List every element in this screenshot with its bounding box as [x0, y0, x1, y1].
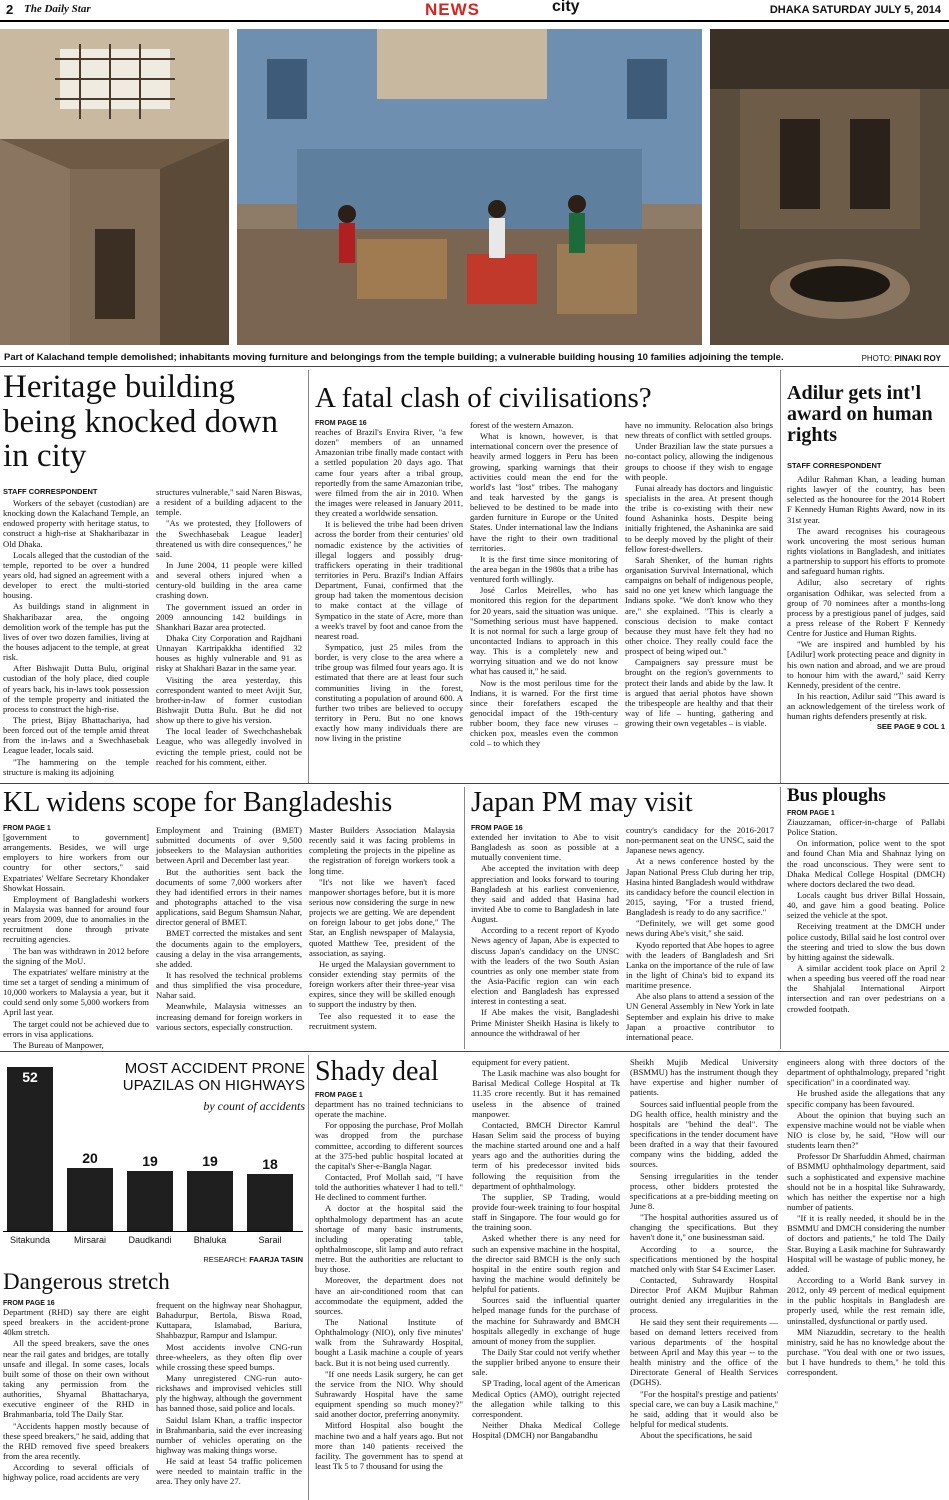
civilisations-col-1: FROM PAGE 16 reaches of Brazil's Envira River, "a few dozen" members of an unnamed Amazonian tribe finally made contact with a settled population 20 days ago. That came four years after a tribal group, reportedly from the same Amazonian tribe, were filmed from the air in 2010. When the images were released in January 2011, they created a worldwide sensation. It is believed the tribe had been driven across the border from their centuries' old nomadic existence by the activities of illegal loggers and possibly drug-traffickers operating in their traditional territories in Peru. Brazil's Indian Affairs Department, Funai, confirmed that the group had taken the momentous decision to make contact at the village of Sympatico in the state of Acre, more than a week's travel by foot and canoe from the nearest road. Sympatico, just 25 miles from the border, is very close to the area where a tribe group was filmed four years ago. It is estimated that there are at least four such communities living in the forest, constituting a population of around 600. A further two tribes are believed to occupy territory in Peru. But no one knows exactly how many individuals there are now living in the pristine [315, 420, 463, 744]
page-header [0, 0, 949, 22]
chart-category-label: Bhaluka [193, 1235, 227, 1245]
shady-headline: Shady deal [315, 1056, 439, 1087]
heritage-col-1: Workers of the sebayet (custodian) are knocking down the Kalachand Temple, an endowed property with heritage status, to construct a high-rise at Shakharibazar in Old Dhaka. Locals alleged that the custodian of the temple, reported to be over a hundred years old, had signed an agreement with a developer to erect the multi-storied housing. As buildings stand in alignment in Shakharibazar area, the ongoing demolition work of the temple has put the lives of over two dozen families, living at the houses adjacent to the temple, at great risk. After Bishwajit Dutta Bulu, original custodian of the holy place, died couple of years back, his in-laws took possession of the temple property and initiated the process to construct the high-rise. The priest, Bijay Bhattachariya, had been forced out of the temple amid threat from the in-laws and a Swechhasebak League leader, locals said. "The hammering on the temple structure is making its adjoining [3, 498, 149, 777]
dangerous-col-2: frequent on the highway near Shohagpur, Bahadurpur, Bertola, Biswa Road, Kuttapara, Islamabad, Bariura, Shahbazpur, Rampur and Islampur. Most accidents involve CNG-run three-wheelers, as they often flip over while crossing these speed bumps. Many unregistered CNG-run auto-rickshaws and improvised vehicles still ply the highway, although the government has banned those, said police and locals. Saidul Islam Khan, a traffic inspector in Brahmanbaria, said the ever increasing number of vehicles operating on the highway was making things worse. He said at least 54 traffic policemen were needed to maintain traffic in the area. They only have 27. [156, 1300, 302, 1487]
shady-col-2: equipment for every patient. The Lasik machine was also bought for Barisal Medical College Hospital at Tk 11.35 crore recently. But it has remained useless in the absence of trained manpower. Contacted, BMCH Director Kamrul Hasan Selim said the process of buying the machine started around one and a half years ago and the authorities during the term of his predecessor invited bids following the requisition from the department of ophthalmology. The supplier, SP Trading, would provide four-week training to four hospital staff in Singapore. The four would go for the training soon. Asked whether there is any need for such an expensive machine in the hospital, the director said BMCH is the only such hospital in the entire south region and having the machine would definitely be helpful for patients. Sources said the influential quarter helped manage funds for the purchase of the machine for Suhrawardy and BMCH hospitals allegedly in exchange of huge amount of money from the supplier. The Daily Star could not verify whether the supplier bribed anyone to ensure their sale. SP Trading, local agent of the American Medical Optics (AMO), outright rejected the allegation while talking to this correspondent. Neither Dhaka Medical College Hospital (DMCH) nor Bangabandhu [472, 1057, 620, 1441]
civilisations-col-3: have no immunity. Relocation also brings new threats of conflict with settled groups. Under Brazilian law the state pursues a no-contact policy, allowing the indigenous groups to choose if they wish to engage with people. Funai already has doctors and linguistic specialists in the area. At present though the tribe is co-existing with their new found Ashaninka hosts. Despite being initially frightened, the Ashaninka are said to be deeply moved by the plight of their fellow forest-dwellers. Sarah Shenker, of the human rights organisation Survival International, which campaigns on behalf of indigenous people, said no one yet knew which language the Indians spoke. "We don't know who they are," she explained. "This is clearly a conscious decision to make contact because they must have felt they had no other choice. They really could face the prospect of being wiped out." Campaigners say pressure must be brought on the region's governments to protect their lands and abide by the law. It is argued that aerial photos have shown the tribespeople are healthy and that their way of life – hunting, gathering and growing their own vegetables – is viable. [625, 420, 773, 729]
subsection-label: city [552, 0, 580, 15]
divider [780, 370, 781, 783]
heritage-byline: STAFF CORRESPONDENT [3, 487, 98, 496]
japan-headline: Japan PM may visit [471, 787, 693, 818]
chart-bar-mirsarai [67, 1168, 113, 1231]
heritage-col-2: structures vulnerable," said Naren Biswas, a resident of a building adjacent to the temple. "As we protested, they [followers of the Swechhasebak League leader] threatened us with dire consequences," he said. In June 2004, 11 people were killed and several others injured when a century-old building in the area came crashing down. The government issued an order in 2009 announcing 142 buildings in Shankhari Bazar area protected. Dhaka City Corporation and Rajdhani Unnayan Kartripakkha identified 32 houses as highly vulnerable and 91 as risky at Shakhari Bazar in the same year. Visiting the area yesterday, this correspondent wanted to meet Avijit Sur, brother-in-law of former custodian Bishwajit Dutta Bulu. But he did not show up there to give his version. The local leader of Swechchashebak League, who was allegedly involved in evicting the temple priest, could not be reached for his comment, either. [156, 487, 302, 767]
japan-col-1: FROM PAGE 16 extended her invitation to Abe to visit Bangladesh as soon as possible at a mutually convenient time. Abe accepted the invitation with deep appreciation and looks forward to touring Bangladesh at his earliest convenience, they said and added that Hasina had invited Abe to come to Bangladesh in late August. According to a recent report of Kyodo News agency of Japan, Abe is expected to discuss Japan's candidacy on the UNSC with the leaders of the two South Asian countries as only one member state from the Asia-Pacific region can win each election and Bangladesh has expressed interest in contesting a seat. If Abe makes the visit, Bangladeshi Prime Minister Sheikh Hasina is likely to announce the withdrawal of her [471, 825, 619, 1038]
adilur-jump[interactable]: SEE PAGE 9 COL 1 [876, 722, 945, 732]
chart-bar-daudkandi [127, 1171, 173, 1231]
shady-col-1: FROM PAGE 1 department has no trained technicians to operate the machine. For opposing the purchase, Prof Mollah was dropped from the purchase committee, according to different sources at the 375-bed public hospital located at the capital's Sher-e-Bangla Nagar. Contacted, Prof Mollah said, "I have told the authorities whatever I had to tell." He declined to comment further. A doctor at the hospital said the ophthalmology department has an acute shortage of many basic instruments, including operating table, ophthalmoscope, slit lamp and auto refract metre. But the authorities are reluctant to buy those. Moreover, the department does not have an air-conditioned room that can accommodate the equipment, added the sources. The National Institute of Ophthalmology (NIO), only five minutes' walk from the Suhrawardy Hospital, bought a Lasik machine a couple of years back. But it is not being used currently. "If one needs Lasik surgery, he can get the service from the NIO. Why should Suhrawardy Hospital have the same equipment spending so much money?" said another doctor, preferring anonymity. Mitford Hospital also bought the machine two and a half years ago. But not more than 140 patients received the facility. The government has to spend at least Tk 5 to 7 thousand for using the [315, 1092, 463, 1471]
divider [0, 783, 949, 784]
chart-value-label: 18 [262, 1156, 278, 1173]
chart-bar-sarail [247, 1174, 293, 1231]
bus-headline: Bus ploughs [787, 785, 886, 806]
shady-col-3: Sheikh Mujib Medical University (BSMMU) has the instrument though they have expertise and higher number of patients. Sources said influential people from the DG health office, health ministry and the hospitals are "behind the deal". The specifications in the tender document have been drafted in a way that their favoured company wins the bidding, added the sources. Sensing irregularities in the tender process, other bidders protested the specifications at a pre-bidding meeting on June 8. "The hospital authorities assured us of changing the specifications. But they haven't done it," one businessman said. According to a source, the specifications mentioned by the hospital matched only with Star S4 Excimer Laser. Contacted, Suhrawardy Hospital Director Prof AKM Mujibur Rahman outright denied any irregularities in the process. He said they sent their requirements — based on demand letters received from various departments of the hospital between April and May this year -- to the health ministry and the office of the Directorate General of Health Services (DGHS). "For the hospital's prestige and patients' special care, we can buy a Lasik machine," he said, adding that it would also be helpful for medical students. About the specifications, he said [630, 1057, 778, 1441]
chart-category-label: Sarail [258, 1235, 282, 1245]
photo-vulnerable-building [710, 29, 949, 345]
chart-research: RESEARCH: FAARJA TASIN [203, 1255, 303, 1264]
page-number: 2 [6, 2, 14, 17]
chart-bar-bhaluka [187, 1171, 233, 1231]
chart-value-label: 20 [82, 1149, 98, 1166]
adilur-headline: Adilur gets int'l award on human rights [787, 382, 933, 446]
chart-title: MOST ACCIDENT PRONE UPAZILAS ON HIGHWAYS [122, 1060, 305, 1094]
kl-col-1: FROM PAGE 1 [government to government] arrangements. Besides, we will urge employers to hire workers from our country for other sectors," said Expatriates' Welfare Secretary Khondaker Showkat Hossain. Employment of Bangladeshi workers in Malaysia was banned for around four years from 2009, due to anomalies in the recruitment done through private recruiting agencies. The ban was withdrawn in 2012 before the signing of the MoU. The expatriates' welfare ministry at the time set a target of sending a minimum of 10,000 workers to Malaysia a year, but it could send only some 5,000 workers from April last year. The target could not be achieved due to errors in visa applications. The Bureau of Manpower, [3, 825, 149, 1050]
divider [308, 370, 309, 783]
chart-category-label: Mirsarai [73, 1235, 106, 1245]
adilur-byline: STAFF CORRESPONDENT [787, 461, 882, 470]
divider [0, 366, 949, 367]
adilur-body: Adilur Rahman Khan, a leading human rights lawyer of the country, has been selected as the honouree for the 2014 Robert F Kennedy Human Rights Award, now in its 31st year. The award recognises his courageous work uncovering the most serious human rights violations in Bangladesh, and initiates a partnership to support his efforts to promote and safeguard human rights. Adilur, also secretary of rights organisation Odhikar, was selected from a group of 70 nominees after a months-long process by a prestigious panel of judges, said a press release of the Robert F Kennedy Centre for Justice and Human Rights. "We are inspired and humbled by his [Adilur] work protecting peace and dignity in his own nation and abroad, and we are proud to honour him with the award," said Kerry Kennedy, president of the centre. In his reaction, Adilur said "This award is an acknowledgement of the tireless work of human rights defenders presently at risk. SEE PAGE 9 COL 1 [787, 474, 945, 732]
chart-subtitle: by count of accidents [203, 1099, 305, 1113]
photo-moving-belongings [237, 29, 702, 345]
civilisations-headline: A fatal clash of civilisations? [315, 382, 652, 414]
divider [464, 787, 465, 1049]
chart-x-axis [3, 1231, 303, 1232]
dangerous-col-1: FROM PAGE 16 Department (RHD) say there are eight speed breakers in the accident-prone 40km stretch. All the speed breakers, save the ones near the rail gates and bridges, are totally unsafe and illegal. In some cases, locals built some of those on their own without taking any permission from the authorities, Shyamal Bhattacharya, executive engineer of the RHD in Brahmanbaria, told The Daily Star. "Accidents happen mostly because of these speed breakers," he said, adding that the RHD removed five speed breakers from the area recently. According to several officials of highway police, road accidents are very [3, 1300, 149, 1483]
bus-body: FROM PAGE 1 Ziauzzaman, officer-in-charge of Pallabi Police Station. On information, police went to the spot and found Chan Mia and Shahnaz lying on the road unconscious. They were sent to Dhaka Medical College Hospital (DMCH) where doctors declared the two dead. Locals caught bus driver Billal Hossain, 40, and gave him a good beating. Police seized the vehicle at the spot. Receiving treatment at the DMCH under police custody, Billal said he lost control over the steering and tried to slow the bus down by hitting against the sidewalk. A similar accident took place on April 2 when a speeding bus veered off the road near the Shahjalal International Airport intersection and ran over pedestrians on a crowded footpath. [787, 810, 945, 1014]
chart-value-label: 19 [202, 1153, 218, 1170]
civilisations-col-2: forest of the western Amazon. What is known, however, is that international concern over the presence of heavily armed loggers in Peru has been growing, sparking warnings that their activities could mean the end for the world's last "lost" tribes. The mahogany and teak harvested by the gangs is believed to be destined to be made into garden furniture in Europe or the United States. Under international law the Indians have the right to their own traditional territories. It is the first time since monitoring of the area began in the 1980s that a tribe has ventured forth willingly. José Carlos Meirelles, who has monitored this region for the department for 20 years, said the situation was unique. "Something serious must have happened. It is not normal for such a large group of uncontacted Indians to approach in this way. This is a completely new and worrying situation and we do not know what has caused it," he said. Now is the most perilous time for the Indians, it is warned. For the first time since their forefathers escaped the genocidal impact of the 19th-century rubber boom, they face new viruses – chicken pox, measles even the common cold – to which they [470, 420, 618, 749]
section-label: NEWS [425, 0, 480, 19]
chart-bar-sitakunda [7, 1067, 53, 1231]
kl-col-2: Employment and Training (BMET) submitted documents of over 9,500 jobseekers to the Malaysian authorities between April and December last year. But the authorities sent back the documents of some 7,000 workers after they had identified errors in their names and photographs attached to the visa applications, said Begum Shamsun Nahar, director general of BMET. BMET corrected the mistakes and sent the documents again to the employers, causing a delay in the visa arrangements, she added. It has resolved the technical problems and thus simplified the visa procedure, Nahar said. Meanwhile, Malaysia witnesses an increasing demand for foreign workers in various sectors, especially construction. [156, 825, 302, 1032]
chart-plot [3, 1055, 307, 1267]
dangerous-headline: Dangerous stretch [3, 1269, 170, 1294]
photo-demolished-temple [0, 29, 229, 345]
dateline: DHAKA SATURDAY JULY 5, 2014 [769, 4, 941, 16]
divider [308, 1055, 309, 1500]
shady-col-4: engineers along with three doctors of the department of ophthalmology, prepared "right specification" in a coordinated way. He brushed aside the allegations that any specific company has been favoured. About the opinion that buying such an expensive machine would not be viable when NIO is close by, he said, "How will our students learn then?" Professor Dr Sharfuddin Ahmed, chairman of BSMMU ophthalmology department, said such a sophisticated and expensive machine should not be in a hospital like Suhrawardy, which has neither the expertise nor a high number of patients. "If it is really needed, it should be in the BSMMU and DMCH considering the number of doctors and patients," he told The Daily Star. Buying a Lasik machine for Suhrawardy Hospital will be wastage of public money, he added. According to a World Bank survey in 2012, only 49 percent of medical equipment in the public hospitals in Bangladesh are properly used, while the rest remain idle, uninstalled, dysfunctional or partly used. MM Niazuddin, secretary to the health ministry, said he has no knowledge about the purchase. "You deal with one or two issues, but I have hundreds to them," he told this correspondent. [787, 1057, 945, 1378]
chart-value-label: 52 [22, 1069, 38, 1085]
divider [0, 1051, 949, 1052]
accident-chart [3, 1055, 307, 1267]
japan-col-2: country's candidacy for the 2016-2017 non-permanent seat on the UNSC, said the Japanese news agency. At a news conference hosted by the Japan National Press Club during her trip, Hasina hinted Bangladesh would withdraw its candidacy before the council election in 2015, saying, "For a trusted friend, Bangladesh is ready to do any sacrifice." "Definitely, we will get some good news during Abe's visit," she said. Kyodo reported that Abe hopes to agree with the leaders of Bangladesh and Sri Lanka on the importance of the rule of law in the light of China's bid to expand its maritime presence. Abe also plans to attend a session of the UN General Assembly in New York in late September and explain his drive to make Japan a proactive contributor to international peace. [626, 825, 774, 1042]
chart-value-label: 19 [142, 1153, 158, 1170]
chart-category-label: Daudkandi [128, 1235, 172, 1245]
photo-caption: Part of Kalachand temple demolished; inhabitants moving furniture and belongings from the temple building; a vulnerable building housing 10 families adjoining the temple. [4, 352, 784, 363]
kl-headline: KL widens scope for Bangladeshis [3, 787, 393, 818]
header-rule [0, 20, 949, 22]
chart-category-label: Sitakunda [9, 1235, 51, 1245]
photo-credit-label: PHOTO: [861, 354, 893, 363]
divider [780, 787, 781, 1049]
heritage-headline: Heritage building being knocked down in city [3, 369, 278, 475]
photo-credit [862, 354, 941, 363]
masthead: The Daily Star [24, 3, 91, 15]
kl-col-3: Master Builders Association Malaysia recently said it was facing problems in completing the projects in the pipeline as the registration of foreign workers took a long time. "It's not like we haven't faced manpower shortages before, but it is more serious now considering the surge in new projects we are getting. We are dependent on foreign labour to get jobs done," The Star, an English newspaper of Malaysia, quoted Matthew Tee, president of the association, as saying. He urged the Malaysian government to consider extending stay permits of the foreign workers after their three-year visa expires, since they will be skilled enough to support the industry by then. Tee also requested it to ease the recruitment system. [309, 825, 455, 1031]
photo-credit-name: PINAKI ROY [894, 354, 941, 363]
